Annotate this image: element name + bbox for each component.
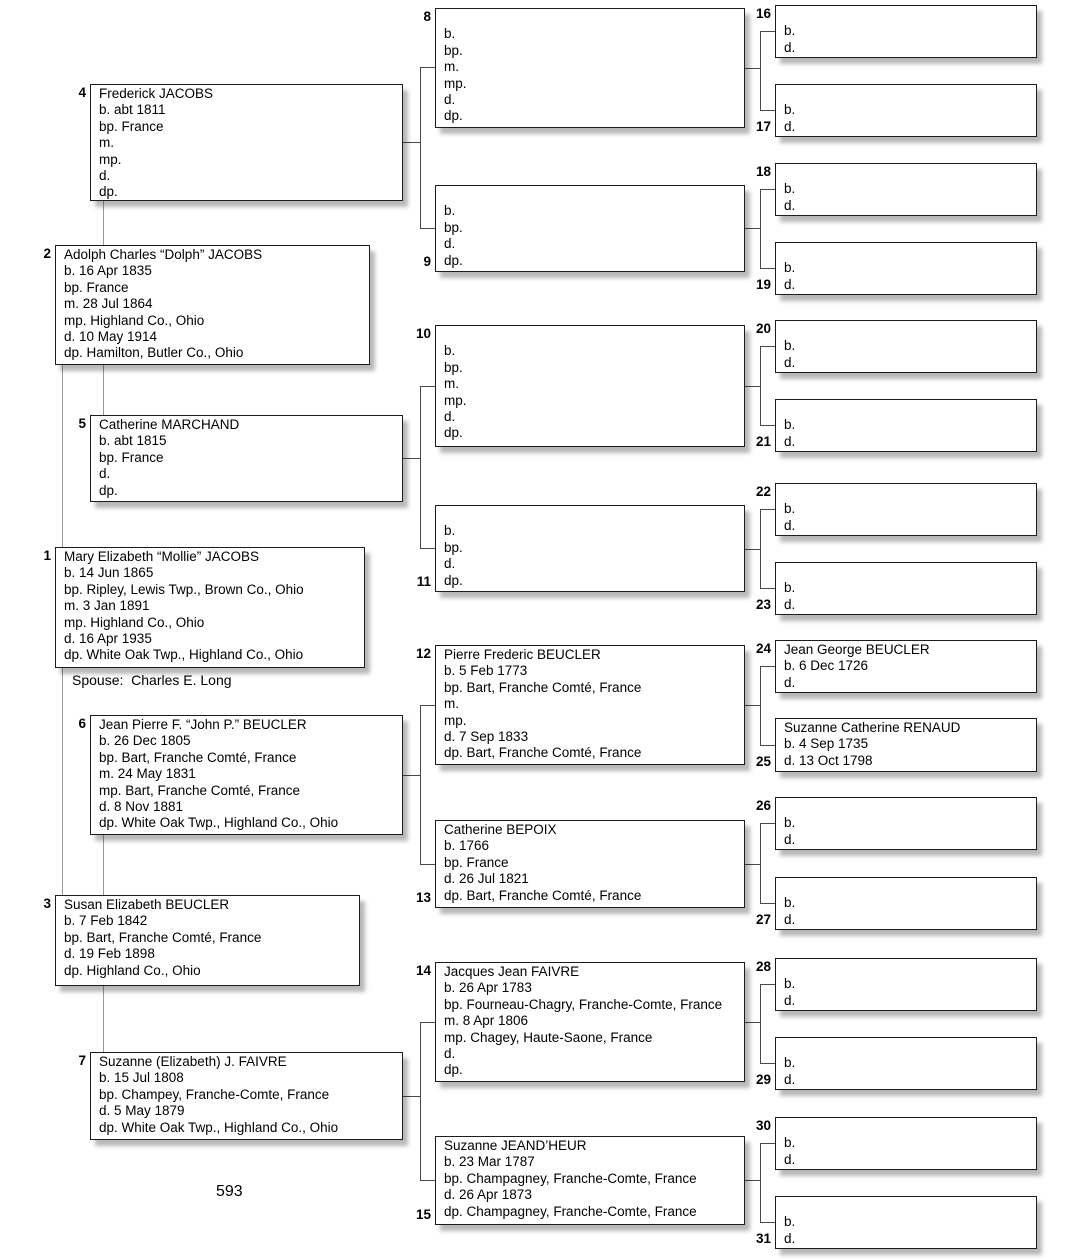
person-field: dp. Bart, Franche Comté, France [444,745,642,761]
person-name [784,799,1032,815]
person-box-1 [55,547,365,668]
person-field: b. [784,338,796,354]
connector-line [760,110,775,111]
person-number: 27 [755,912,771,927]
person-field: bp. Bart, Franche Comté, France [64,929,262,945]
person-box-8 [435,8,745,128]
person-name [784,1119,1032,1135]
person-field: m. [444,696,459,712]
person-field: d. 5 May 1879 [99,1103,185,1119]
person-field: d. [784,596,796,612]
person-field: dp. [444,425,463,441]
person-field: bp. France [444,854,509,870]
connector-line [420,386,421,549]
person-box-5 [90,415,403,502]
connector-line [760,1222,775,1223]
connector-line [420,67,435,68]
person-field: b. 14 Jun 1865 [64,565,154,581]
person-field: bp. [444,539,463,555]
person-name: Jacques Jean FAIVRE [444,964,580,979]
person-field: d. [444,556,456,572]
person-box-7 [90,1052,403,1140]
person-field: bp. Fourneau-Chagry, Franche-Comte, France [444,996,723,1012]
person-number: 9 [423,254,431,269]
person-box-12 [435,645,745,765]
connector-line [760,509,775,510]
person-box-17 [775,84,1037,137]
person-field: b. 7 Feb 1842 [64,913,148,929]
person-box-13 [435,820,745,908]
connector-line [760,903,775,904]
person-field: d. 26 Jul 1821 [444,871,529,887]
person-field: b. abt 1811 [99,102,166,118]
person-field: dp. White Oak Twp., Highland Co., Ohio [99,815,339,831]
person-box-22 [775,483,1037,536]
person-name [444,507,740,523]
person-field: d. [784,1151,796,1167]
connector-line [420,1022,435,1023]
connector-line [420,705,421,865]
person-number: 19 [755,277,771,292]
person-name: Adolph Charles “Dolph” JACOBS [64,247,263,262]
person-name [444,327,740,343]
person-field: d. [784,433,796,449]
person-field: b. [444,343,456,359]
page-number: 593 [216,1183,243,1200]
person-field: mp. [444,712,467,728]
person-field: b. 6 Dec 1726 [784,658,869,674]
connector-line [420,864,435,865]
person-field: dp. Hamilton, Butler Co., Ohio [64,345,244,361]
connector-line [760,823,775,824]
person-number: 12 [415,646,431,661]
person-field: bp. Bart, Franche Comté, France [444,679,642,695]
person-field: b. 16 Apr 1835 [64,263,152,279]
person-box-26 [775,797,1037,850]
connector-line [403,775,421,776]
connector-line [760,666,775,667]
person-field: m. 24 May 1831 [99,766,196,782]
person-name: Pierre Frederic BEUCLER [444,647,601,662]
person-field: b. [444,203,456,219]
person-field: dp. [444,572,463,588]
person-name [784,401,1032,417]
connector-line [760,823,761,904]
person-box-21 [775,399,1037,452]
person-field: d. [444,1046,456,1062]
person-number: 29 [755,1072,771,1087]
person-field: mp. Highland Co., Ohio [64,312,205,328]
connector-line [420,1022,421,1181]
person-field: b. [784,260,796,276]
person-box-25 [775,718,1037,772]
person-number: 16 [755,6,771,21]
connector-line [403,142,421,143]
person-name [784,86,1032,102]
connector-line [760,346,775,347]
person-field: mp. [444,75,467,91]
person-field: m. 8 Apr 1806 [444,1013,529,1029]
person-number: 23 [755,597,771,612]
connector-line [760,666,761,746]
person-box-9 [435,185,745,272]
person-field: b. [444,26,456,42]
person-field: dp. [444,1062,463,1078]
person-field: b. [784,1055,796,1071]
person-field: b. [784,976,796,992]
person-field: bp. Champey, Franche-Comte, France [99,1086,330,1102]
person-field: d. [784,831,796,847]
person-field: d. 7 Sep 1833 [444,729,529,745]
connector-line [760,346,761,426]
person-field: b. 1766 [444,838,490,854]
person-name: Frederick JACOBS [99,86,214,101]
person-number: 31 [755,1231,771,1246]
person-field: d. [784,517,796,533]
person-field: d. [784,1071,796,1087]
person-number: 26 [755,798,771,813]
person-field: b. 4 Sep 1735 [784,736,869,752]
person-field: b. 15 Jul 1808 [99,1070,184,1086]
person-name [784,564,1032,580]
person-box-24 [775,640,1037,693]
person-field: mp. Bart, Franche Comté, France [99,782,301,798]
connector-line [760,268,775,269]
person-box-30 [775,1117,1037,1170]
person-name: Jean George BEUCLER [784,642,930,657]
person-field: d. 10 May 1914 [64,329,158,345]
person-name: Susan Elizabeth BEUCLER [64,897,230,912]
person-number: 28 [755,959,771,974]
person-field: d. [784,197,796,213]
person-field: bp. [444,42,463,58]
person-field: d. [99,466,111,482]
person-field: b. [784,181,796,197]
person-field: d. [784,276,796,292]
person-field: m. 3 Jan 1891 [64,598,150,614]
person-number: 20 [755,321,771,336]
spouse-line: Spouse: Charles E. Long [72,672,232,688]
person-name [444,10,740,26]
connector-line [760,1143,775,1144]
connector-line [403,1096,421,1097]
person-field: d. [784,1230,796,1246]
connector-line [420,1180,435,1181]
person-field: d. [784,39,796,55]
person-box-11 [435,505,745,592]
person-number: 21 [755,434,771,449]
connector-line [760,745,775,746]
person-field: b. abt 1815 [99,433,167,449]
person-number: 5 [78,416,86,431]
person-field: b. 26 Dec 1805 [99,733,191,749]
person-field: bp. [444,359,463,375]
connector-line [760,31,761,111]
person-field: mp. Highland Co., Ohio [64,614,205,630]
person-field: b. [784,501,796,517]
person-field: b. 23 Mar 1787 [444,1154,535,1170]
person-field: d. [784,118,796,134]
person-box-19 [775,242,1037,295]
person-number: 30 [755,1118,771,1133]
connector-line [420,705,435,706]
person-field: mp. [99,151,122,167]
person-number: 22 [755,484,771,499]
person-field: bp. France [99,449,164,465]
person-box-10 [435,325,745,447]
person-number: 7 [78,1053,86,1068]
connector-line [745,549,761,550]
person-field: d. [444,236,456,252]
connector-line [420,67,421,229]
connector-line [760,1063,775,1064]
person-number: 1 [43,548,51,563]
person-name [784,485,1032,501]
person-box-27 [775,877,1037,930]
connector-line [745,1180,761,1181]
person-field: d. [784,911,796,927]
person-field: b. [784,102,796,118]
person-field: b. [784,580,796,596]
person-number: 24 [755,641,771,656]
person-field: bp. Ripley, Lewis Twp., Brown Co., Ohio [64,581,304,597]
person-box-15 [435,1136,745,1225]
person-box-20 [775,320,1037,373]
connector-line [760,189,775,190]
person-field: d. 13 Oct 1798 [784,752,873,768]
person-field: b. 5 Feb 1773 [444,663,528,679]
connector-line [420,228,435,229]
person-field: d. [784,674,796,690]
person-name: Jean Pierre F. “John P.” BEUCLER [99,717,307,732]
person-field: d. 26 Apr 1873 [444,1187,532,1203]
person-name: Mary Elizabeth “Mollie” JACOBS [64,549,260,564]
person-name: Catherine MARCHAND [99,417,240,432]
person-field: bp. France [64,279,129,295]
person-box-4 [90,84,403,201]
person-field: d. [444,92,456,108]
person-name [784,7,1032,23]
person-name: Suzanne (Elizabeth) J. FAIVRE [99,1054,287,1069]
person-field: d. 16 Apr 1935 [64,631,152,647]
connector-line [760,588,775,589]
person-number: 14 [415,963,431,978]
person-name [444,187,740,203]
connector-line [403,458,421,459]
person-name [784,1198,1032,1214]
person-field: m. [444,59,459,75]
person-field: dp. [444,252,463,268]
person-field: mp. [444,392,467,408]
person-box-28 [775,958,1037,1011]
person-number: 8 [423,9,431,24]
person-name [784,244,1032,260]
person-field: m. [99,135,114,151]
connector-line [745,1022,761,1023]
connector-line [745,864,761,865]
person-field: dp. Highland Co., Ohio [64,962,201,978]
person-box-29 [775,1037,1037,1090]
connector-line [760,984,775,985]
person-number: 10 [415,326,431,341]
connector-line [420,386,435,387]
person-name [784,879,1032,895]
person-number: 25 [755,754,771,769]
person-field: b. [784,895,796,911]
person-field: b. [784,1214,796,1230]
person-number: 17 [755,119,771,134]
person-number: 11 [416,574,431,589]
person-field: mp. Chagey, Haute-Saone, France [444,1029,653,1045]
person-field: b. [784,1135,796,1151]
person-field: dp. Champagney, Franche-Comte, France [444,1203,697,1219]
connector-line [760,31,775,32]
person-field: dp. White Oak Twp., Highland Co., Ohio [99,1119,339,1135]
person-box-3 [55,895,360,986]
person-box-16 [775,5,1037,58]
person-number: 13 [415,890,431,905]
person-field: m. 28 Jul 1864 [64,296,153,312]
person-name [784,1039,1032,1055]
person-field: b. [784,23,796,39]
connector-line [745,386,761,387]
person-field: dp. [444,108,463,124]
person-name: Suzanne JEAND’HEUR [444,1138,587,1153]
person-field: bp. France [99,118,164,134]
person-box-2 [55,245,370,365]
person-box-14 [435,962,745,1082]
person-field: d. 8 Nov 1881 [99,799,184,815]
person-field: dp. [99,184,118,200]
person-field: b. [444,523,456,539]
connector-line [745,228,761,229]
person-field: b. 26 Apr 1783 [444,980,532,996]
person-field: b. [784,417,796,433]
person-field: bp. Bart, Franche Comté, France [99,749,297,765]
connector-line [760,1143,761,1223]
person-number: 2 [43,246,51,261]
person-field: bp. Champagney, Franche-Comte, France [444,1170,697,1186]
person-number: 4 [78,85,86,100]
person-field: dp. Bart, Franche Comté, France [444,887,642,903]
person-field: m. [444,376,459,392]
person-field: d. [444,409,456,425]
person-name: Suzanne Catherine RENAUD [784,720,961,735]
person-field: d. [784,992,796,1008]
person-number: 18 [755,164,771,179]
person-box-31 [775,1196,1037,1249]
connector-line [760,984,761,1064]
person-number: 3 [43,896,51,911]
connector-line [760,189,761,269]
person-box-6 [90,715,403,835]
person-box-23 [775,562,1037,615]
person-field: dp. [99,482,118,498]
connector-line [745,705,761,706]
person-box-18 [775,163,1037,216]
connector-line [420,548,435,549]
person-name [784,165,1032,181]
connector-line [745,68,761,69]
connector-line [760,509,761,589]
person-field: b. [784,815,796,831]
person-field: d. [784,354,796,370]
person-field: dp. White Oak Twp., Highland Co., Ohio [64,647,304,663]
person-number: 15 [415,1207,431,1222]
person-field: d. [99,168,111,184]
person-field: d. 19 Feb 1898 [64,946,155,962]
person-name [784,960,1032,976]
person-number: 6 [78,716,86,731]
person-name: Catherine BEPOIX [444,822,557,837]
connector-line [760,425,775,426]
person-field: bp. [444,219,463,235]
person-name [784,322,1032,338]
